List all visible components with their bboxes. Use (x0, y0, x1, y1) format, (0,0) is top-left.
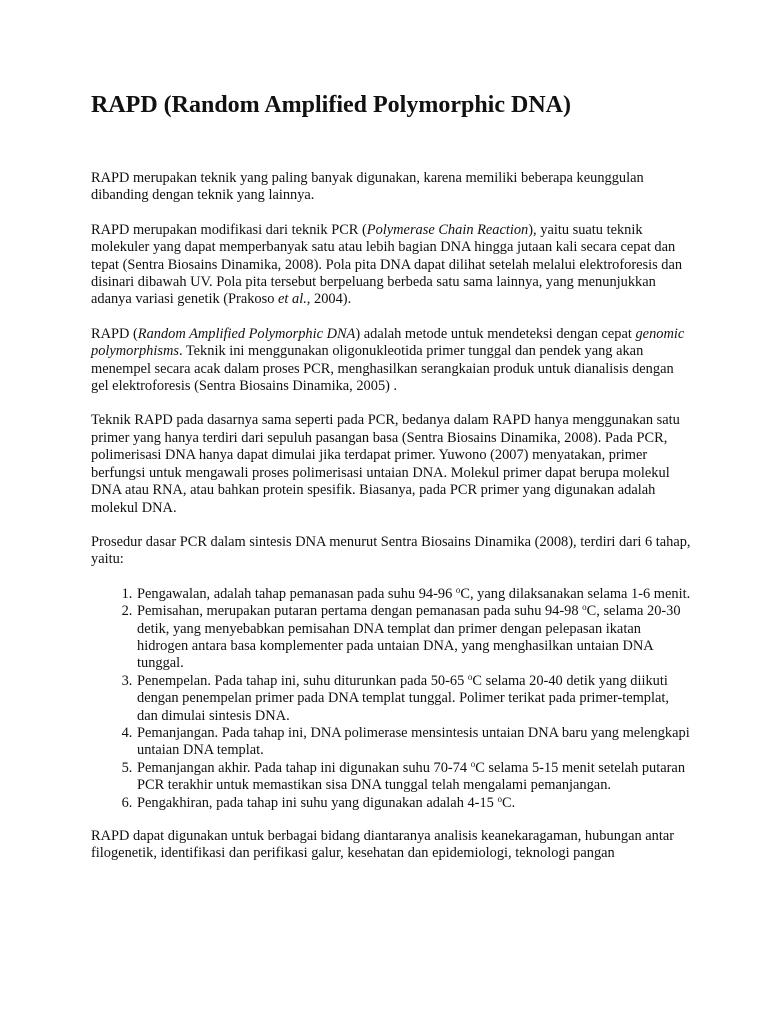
paragraph-procedure-intro: Prosedur dasar PCR dalam sintesis DNA menurut Sentra Biosains Dinamika (2008), terdiri dari 6 tahap, yaitu: (91, 533, 691, 568)
list-item: 6. Pengakhiran, pada tahap ini suhu yang digunakan adalah 4-15 $^o$C. (136, 795, 691, 812)
paragraph-rapd-primer: Teknik RAPD pada dasarnya sama seperti pada PCR, bedanya dalam RAPD hanya menggunakan satu primer yang hanya terdiri dari sepuluh pasangan basa (Sentra Biosains Dinamika, 2008). Pada PCR, polimerisasi DNA hanya dapat dimulai jika terdapat primer. Yuwono (2007) menyatakan, primer berfungsi untuk mengawali proses polimerisasi untaian DNA. Molekul primer dapat berupa molekul DNA atau RNA, atau bahkan protein spesifik. Biasanya, pada PCR primer yang digunakan adalah molekul DNA. (91, 412, 680, 516)
document-body (91, 170, 691, 880)
paragraph-rapd-definition: RAPD (Random Amplified Polymorphic DNA) adalah metode untuk mendeteksi dengan cepat genomic polymorphisms. Teknik ini menggunakan oligonukleotida primer tunggal dan pendek yang akan menempel secara acak dalam proses PCR, menghasilkan serangkaian produk untuk dianalisis dengan gel elektroforesis (Sentra Biosains Dinamika, 2005) . (91, 325, 685, 395)
list-item: 1. Pengawalan, adalah tahap pemanasan pada suhu 94-96 $^o$C, yang dilaksanakan selama 1-6 menit. (136, 586, 691, 603)
paragraph-intro: RAPD merupakan teknik yang paling banyak digunakan, karena memiliki beberapa keunggulan dibanding dengan teknik yang lainnya. (91, 170, 644, 204)
list-item: 5. Pemanjangan akhir. Pada tahap ini digunakan suhu 70-74 $^o$C selama 5-15 menit setelah putaran PCR terakhir untuk memastikan sisa DNA tunggal telah mengalami pemanjangan. (136, 760, 691, 795)
list-item: 4. Pemanjangan. Pada tahap ini, DNA polimerase mensintesis untaian DNA baru yang melengkapi untaian DNA templat. (136, 725, 691, 760)
procedure-steps-list (91, 586, 691, 812)
list-item: 3. Penempelan. Pada tahap ini, suhu diturunkan pada 50-65 $^o$C selama 20-40 detik yang diikuti dengan penempelan primer pada DNA templat tunggal. Polimer terikat pada primer-templat, dan dimulai sintesis DNA. (136, 673, 691, 725)
page-title: RAPD (Random Amplified Polymorphic DNA) (91, 92, 571, 118)
paragraph-pcr-modification: RAPD merupakan modifikasi dari teknik PCR (Polymerase Chain Reaction), yaitu suatu teknik molekuler yang dapat memperbanyak satu atau lebih bagian DNA hingga jutaan kali secara cepat dan tepat (Sentra Biosains Dinamika, 2008). Pola pita DNA dapat dilihat setelah melalui elektroforesis dan disinari dibawah UV. Pola pita tersebut berpeluang berbeda satu sama lainnya, yang menunjukkan adanya variasi genetik (Prakoso et al., 2004). (91, 221, 683, 308)
list-item: 2. Pemisahan, merupakan putaran pertama dengan pemanasan pada suhu 94-98 $^o$C, selama 20-30 detik, yang menyebabkan pemisahan DNA templat dan primer dengan pelepasan ikatan hidrogen antara basa komplementer pada untaian DNA, yang menghasilkan untaian DNA tunggal. (136, 603, 691, 673)
paragraph-applications: RAPD dapat digunakan untuk berbagai bidang diantaranya analisis keanekaragaman, hubungan antar filogenetik, identifikasi dan perifikasi galur, kesehatan dan epidemiologi, teknologi pangan (91, 828, 675, 862)
